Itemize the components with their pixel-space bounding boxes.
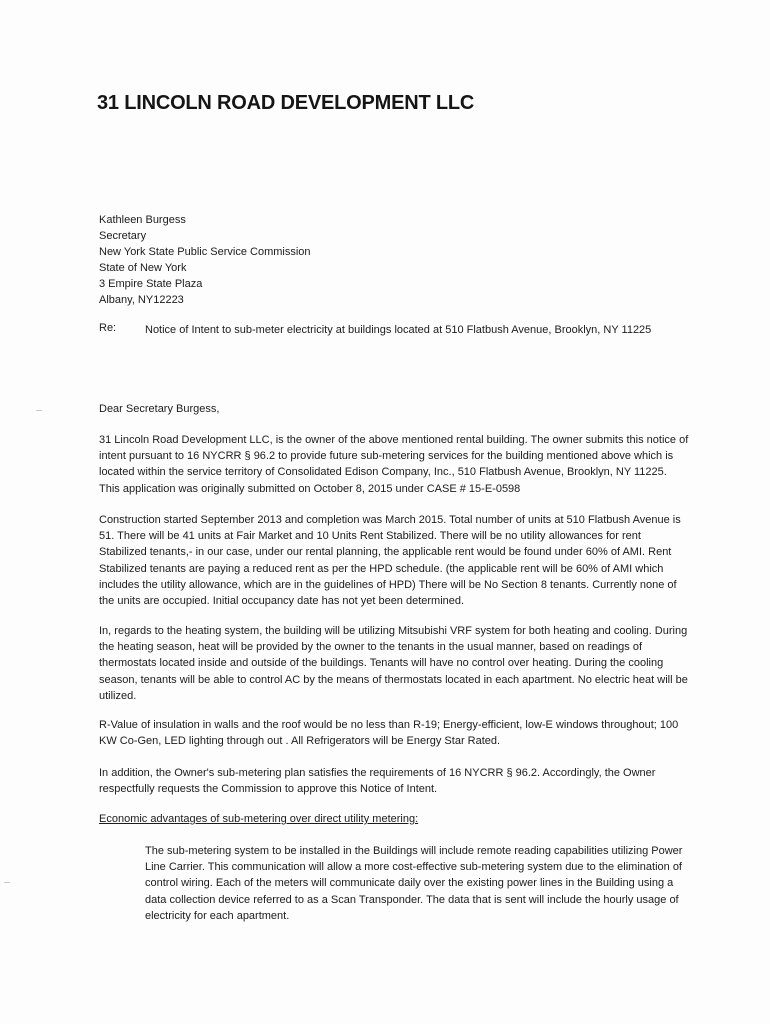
re-label: Re: <box>99 322 117 334</box>
recipient-name: Kathleen Burgess <box>99 214 186 226</box>
recipient-title: Secretary <box>99 230 147 242</box>
recipient-street: 3 Empire State Plaza <box>99 278 203 290</box>
paragraph-ownership: 31 Lincoln Road Development LLC, is the owner of the above mentioned rental building. The owner submits this notice of intent pursuant to 16 NYCRR § 96.2 to provide future sub-metering services for the building mentioned above which is located within the service territory of Consolidated Edison Company, Inc., 510 Flatbush Avenue, Brooklyn, NY 11225. This application was originally submitted on October 8, 2015 under CASE # 15-E-0598 <box>99 434 689 495</box>
recipient-city: Albany, NY12223 <box>99 294 184 306</box>
salutation: Dear Secretary Burgess, <box>99 403 220 415</box>
recipient-state: State of New York <box>99 262 187 274</box>
paragraph-construction: Construction started September 2013 and completion was March 2015. Total number of units at 510 Flatbush Avenue is 51. There will be 41 units at Fair Market and 10 Units Rent Stabilized. There will be no utility allowances for rent Stabilized tenants,- in our case, under our rental planning, the applicable rent would be found under 60% of AMI. Rent Stabilized tenants are paying a reduced rent as per the HPD schedule. (the applicable rent will be 60% of AMI which includes the utility allowance, which are in the guidelines of HPD) There will be No Section 8 tenants. Currently none of the units are occupied. Initial occupancy date has not yet been determined. <box>99 514 681 608</box>
scan-margin-mark <box>4 882 10 883</box>
recipient-address <box>99 212 499 308</box>
paragraph-insulation: R-Value of insulation in walls and the roof would be no less than R-19; Energy-efficient, low-E windows throughout; 100 KW Co-Gen, LED lighting through out . All Refrigerators will be Energy Star Rated. <box>99 719 679 748</box>
company-heading: 31 LINCOLN ROAD DEVELOPMENT LLC <box>97 92 475 114</box>
paragraph-request: In addition, the Owner's sub-metering plan satisfies the requirements of 16 NYCRR § 96.2. Accordingly, the Owner respectfully requests the Commission to approve this Notice of Intent. <box>99 767 656 796</box>
scan-margin-mark <box>36 410 42 411</box>
paragraph-heating: In, regards to the heating system, the building will be utilizing Mitsubishi VRF system for both heating and cooling. During the heating season, heat will be provided by the owner to the tenants in the usual manner, based on readings of thermostats located inside and outside of the buildings. Tenants will have no control over heating. During the cooling season, tenants will be able to control AC by the means of thermostats located in each apartment. No electric heat will be utilized. <box>99 625 688 702</box>
paragraph-submetering-system: The sub-metering system to be installed in the Buildings will include remote reading capabilities utilizing Power Line Carrier. This communication will allow a more cost-effective sub-metering system due to the elimination of control wiring. Each of the meters will communicate daily over the existing power lines in the Building using a data collection device referred to as a Scan Transponder. The data that is sent will include the hourly usage of electricity for each apartment. <box>145 845 683 922</box>
section-heading-economic: Economic advantages of sub-metering over direct utility metering: <box>99 813 419 825</box>
recipient-organization: New York State Public Service Commission <box>99 246 311 258</box>
re-subject: Notice of Intent to sub-meter electricity at buildings located at 510 Flatbush Avenue, Brooklyn, NY 11225 <box>145 324 652 336</box>
